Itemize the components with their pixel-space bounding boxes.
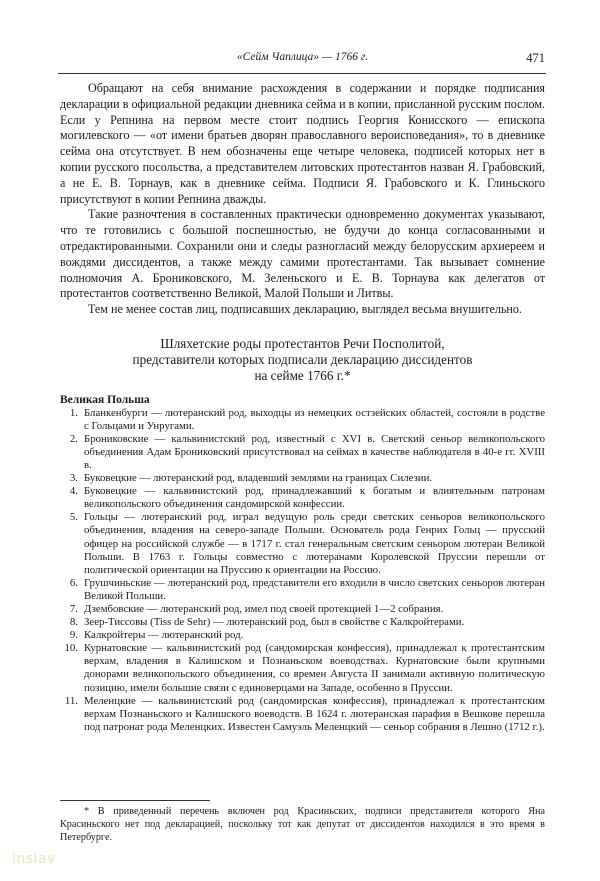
page-number: 471	[526, 51, 545, 65]
paragraph: Такие разночтения в составленных практически одновременно документах указывают, что те готовились с большой поспешностью, не будучи до конца согласованными и отредактированными. Сохранили они и следы разногласий между белорусским архиереем и вождями диссидентов, а также между самими протестантами. Так вызывает сомнение полномочия А. Брониковского, М. Зеленьского и Е. В. Торнаува как делегатов от протестантов соответственно Великой, Малой Польши и Литвы.	[60, 207, 545, 301]
item-number: 7.	[69, 602, 78, 615]
item-text: Буковецкие — кальвинистский род, принадлежавший к богатым и влиятельным патронам великопольского объединения сандомирской конфессии.	[84, 485, 545, 511]
list-item	[60, 433, 545, 472]
item-number: 11.	[64, 694, 78, 707]
list-item	[60, 407, 545, 433]
list-item	[60, 642, 545, 694]
footnote	[60, 806, 545, 844]
footnote-rule	[60, 800, 210, 801]
footnote-text: * В приведенный перечень включен род Красиньских, подписи представителя которого Яна Красиньского нет под декларацией, поскольку тот как депутат от диссидентов находился в это время в Петербурге.	[60, 806, 545, 843]
running-head	[60, 51, 545, 69]
item-number: 1.	[69, 406, 78, 419]
section-heading	[60, 336, 545, 385]
item-text: Зеер-Тиссовы (Tiss de Sehr) — лютеранский род, был в свойстве с Калкройтерами.	[84, 616, 465, 629]
list-item	[60, 603, 545, 616]
item-number: 3.	[69, 472, 78, 485]
section-heading-line: представители которых подписали декларацию диссидентов	[132, 352, 473, 368]
item-text: Гольцы — лютеранский род, играл ведущую роль среди светских сеньоров великопольского объединения, владения на северо-западе Польши. Основатель рода Генрих Гольц — прусский офицер на российской службе — в 1717 г. стал генеральным светским сеньором лютеран Великой Польши. В 1763 г. Гольцы совместно с лютеранами Королевской Пруссии перешли от политической ориентации на Пруссию к ориентации на Россию.	[84, 511, 545, 576]
item-number: 4.	[69, 485, 78, 498]
families-list	[60, 407, 545, 734]
item-number: 6.	[69, 576, 78, 589]
section-heading-line: на сейме 1766 г.*	[254, 368, 351, 384]
item-text: Брониковские — кальвинистский род, известный с XVI в. Светский сеньор великопольского объединения Адам Брониковский присутствовал на сеймах в качестве наблюдателя в 40-е гг. XVIII в.	[84, 432, 545, 471]
item-number: 9.	[69, 629, 78, 642]
item-text: Дзембовские — лютеранский род, имел под своей протекцией 1—2 собрания.	[84, 602, 444, 615]
list-item	[60, 695, 545, 734]
list-item	[60, 511, 545, 576]
list-item	[60, 485, 545, 511]
list-item	[60, 616, 545, 629]
region-title: Великая Польша	[60, 393, 150, 406]
item-text: Калкройтеры — лютеранский род.	[84, 629, 244, 642]
watermark: inslav	[12, 851, 56, 867]
header-rule	[58, 73, 546, 74]
item-text: Буковецкие — лютеранский род, владевший землями на границах Силезии.	[84, 472, 433, 485]
item-text: Грушчиньские — лютеранский род, представители его входили в число светских сеньоров лютеран Великой Польши.	[84, 576, 545, 602]
item-text: Меленцкие — кальвинистский род (сандомирская конфессия), принадлежал к протестантским верхам Познаньского и Калишского воеводств. В 1624 г. лютеранская парафия в Вешкове перешла под патронат рода Меленцких. Известен Самуэль Меленцкий — сеньор собрания в Лешно (1712 г.).	[84, 694, 545, 733]
item-number: 2.	[69, 432, 78, 445]
item-number: 5.	[69, 511, 78, 524]
list-item	[60, 629, 545, 642]
item-text: Бланкенбурги — лютеранский род, выходцы из немецких остзейских областей, состояли в родстве с Гольцами и Унругами.	[84, 406, 545, 432]
body-text	[60, 81, 545, 734]
item-text: Курнатовские — кальвинистский род (сандомирская конфессия), принадлежал к протестантским верхам, владения в Калишском и Познаньском воеводствах. Курнатовские были крупными донорами великопольского объединения, со времен Августа II занимали активную политическую позицию, имели большие связи с единоверцами на Западе, особенно в Пруссии.	[84, 642, 545, 694]
list-item	[60, 577, 545, 603]
item-number: 10.	[64, 642, 78, 655]
paragraph: Тем не менее состав лиц, подписавших декларацию, выглядел весьма внушительно.	[88, 302, 522, 317]
list-item	[60, 472, 545, 485]
item-number: 8.	[69, 616, 78, 629]
section-heading-line: Шляхетские роды протестантов Речи Посполитой,	[160, 335, 445, 351]
paragraph: Обращают на себя внимание расхождения в содержании и порядке подписания декларации в официальной редакции дневника сейма и в копии, присланной русским послом. Если у Репнина на первом месте стоит подпись Георгия Конисского — епископа могилевского — «от имени братьев дворян православного вероисповедания», то в дневнике сейма она отсутствует. В нем обозначены еще четыре человека, подписей которых нет в копии русского посольства, а представителем литовских протестантов назван Я. Грабовский, а не Е. В. Торнаув, как в дневнике сейма. Подписи Я. Грабовского и К. Глиньского присутствуют в копии Репнина дважды.	[60, 81, 545, 206]
running-title: «Сейм Чаплица» — 1766 г.	[236, 51, 369, 63]
